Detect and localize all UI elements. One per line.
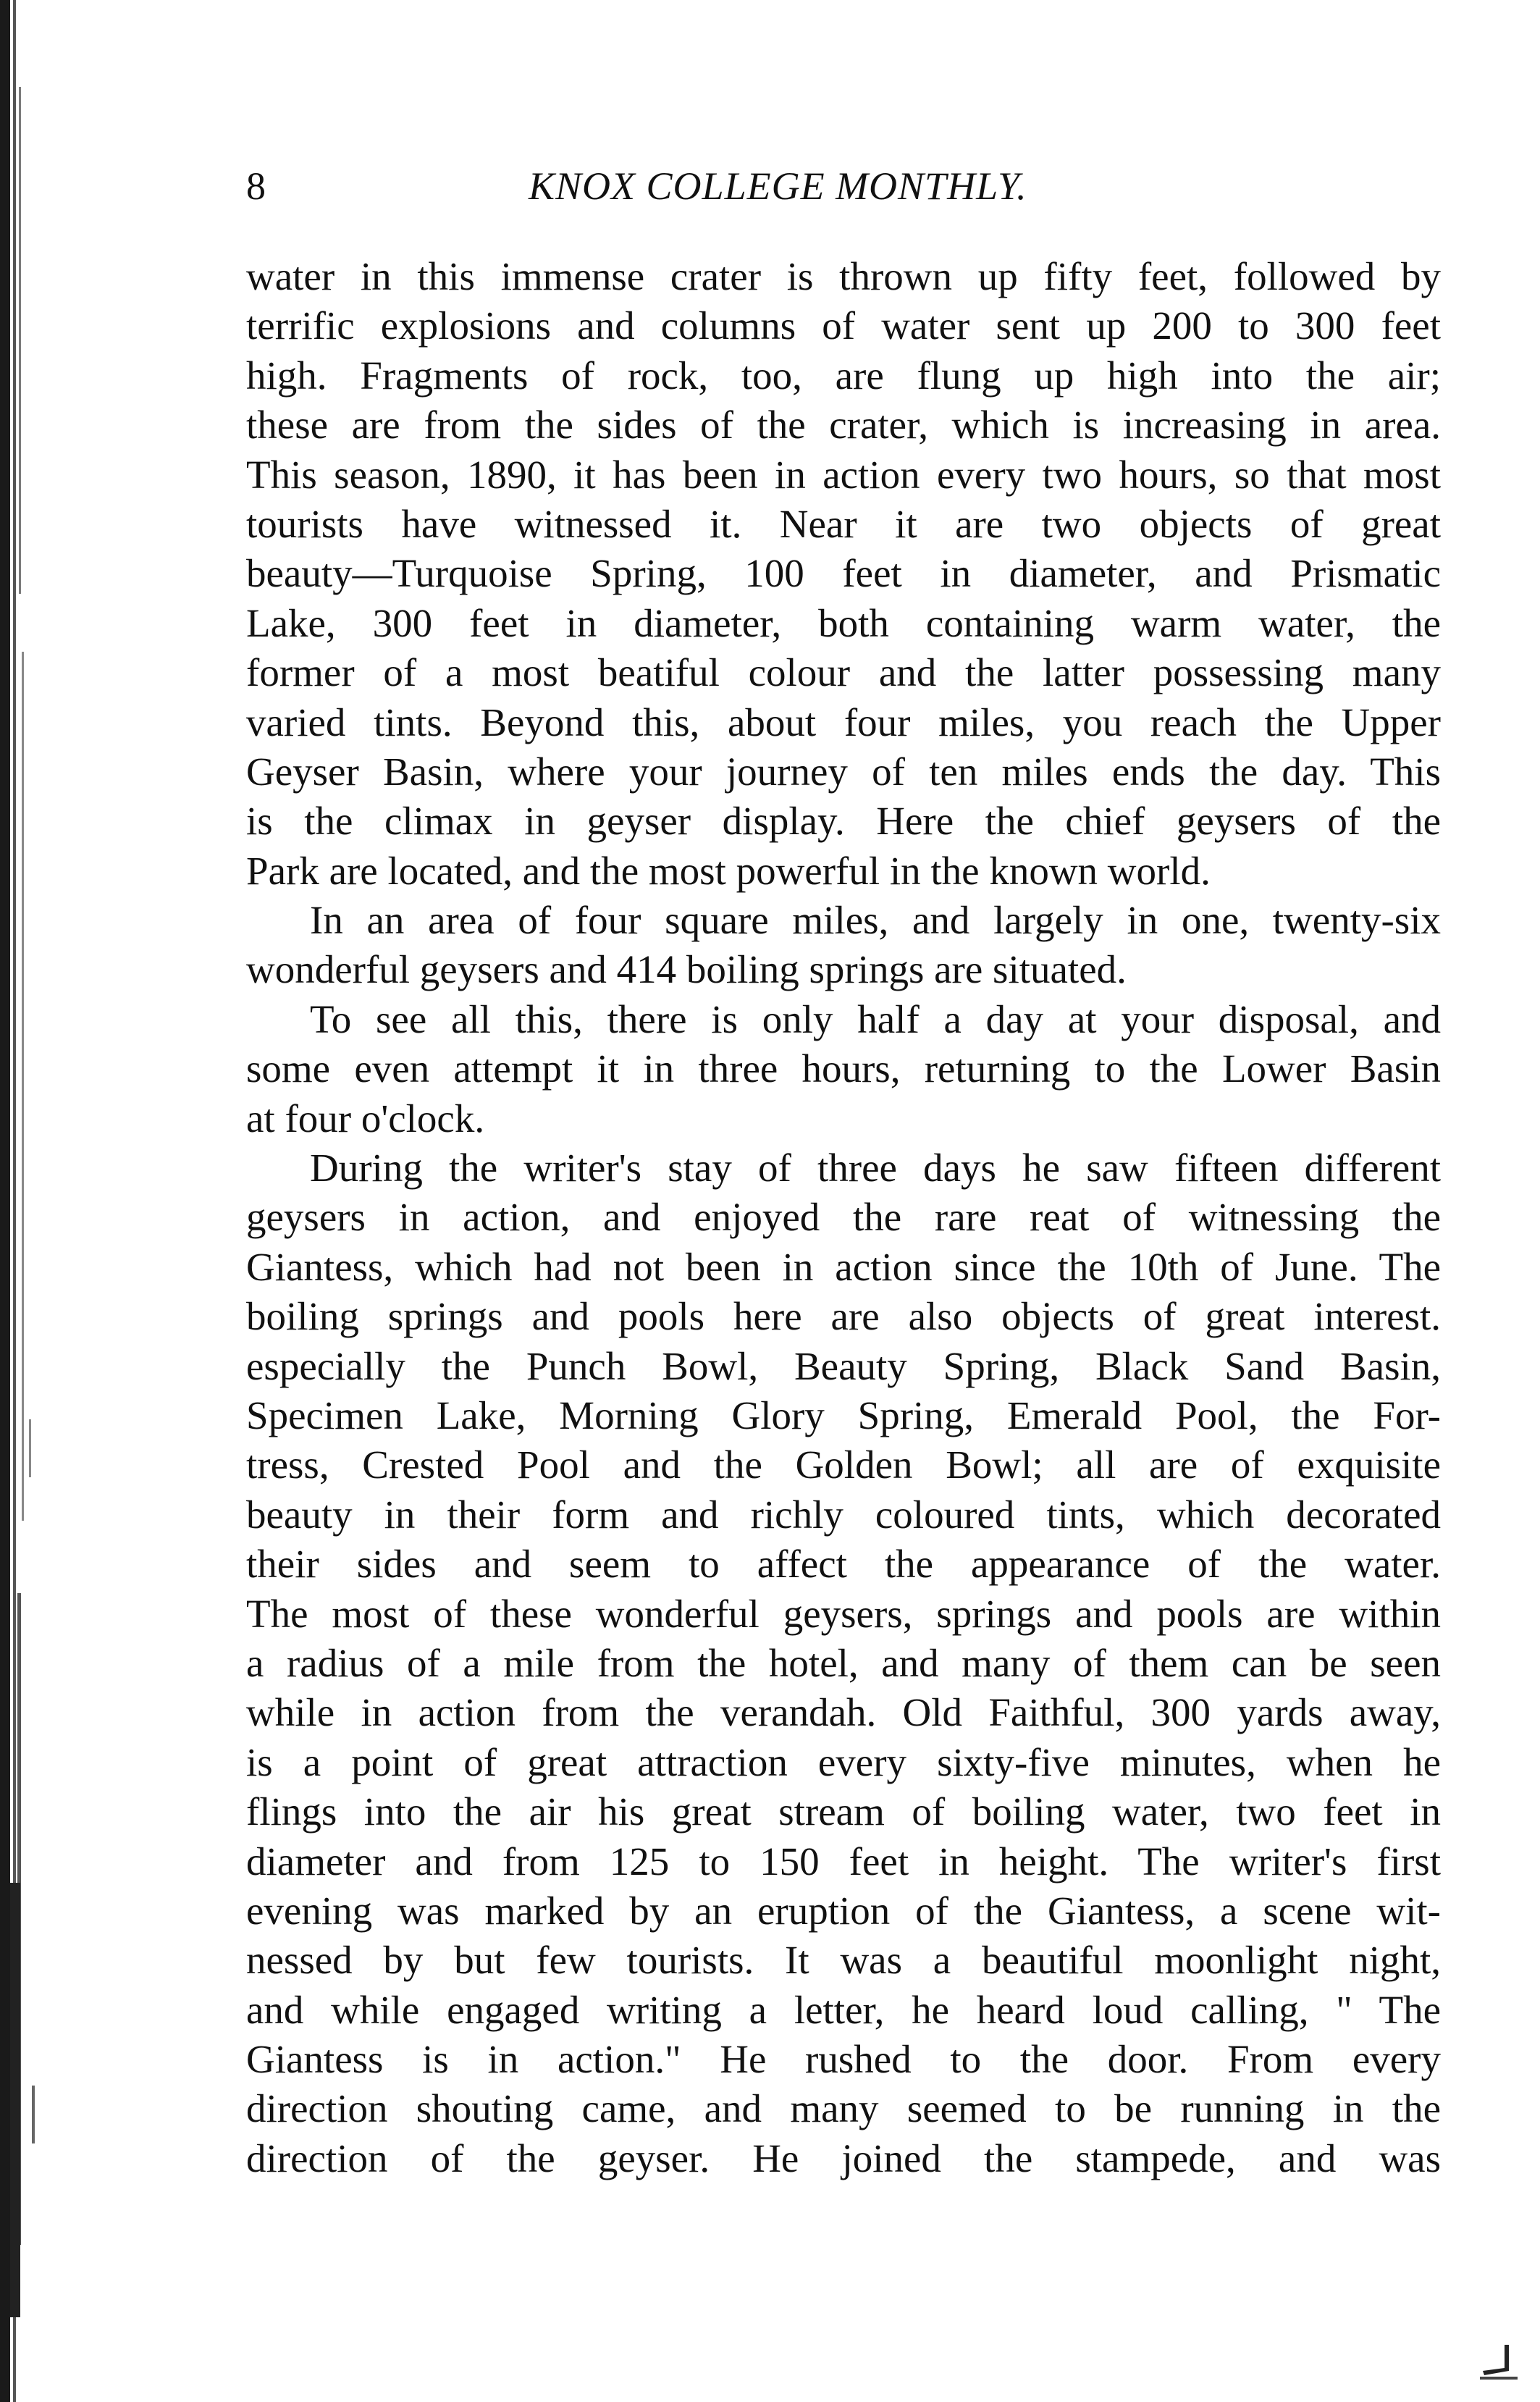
text-line: To see all this, there is only half a day at your disposal, and [310, 996, 1441, 1041]
body-text [246, 252, 1441, 2183]
text-line: terrific explosions and columns of water sent up 200 to 300 feet [246, 303, 1441, 348]
text-line: high. Fragments of rock, too, are flung up high into the air; [246, 353, 1441, 398]
text-line: and while engaged writing a letter, he heard loud calling, " The [246, 1987, 1441, 2032]
text-line: diameter and from 125 to 150 feet in height. The writer's first [246, 1839, 1441, 1884]
text-line: Specimen Lake, Morning Glory Spring, Emerald Pool, the For- [246, 1393, 1441, 1437]
text-line: Geyser Basin, where your journey of ten miles ends the day. This [246, 749, 1441, 794]
text-line: tress, Crested Pool and the Golden Bowl; all are of exquisite [246, 1443, 1441, 1487]
text-line: evening was marked by an eruption of the Giantess, a scene wit- [246, 1888, 1441, 1933]
text-line: beauty in their form and richly coloured tints, which decorated [246, 1492, 1441, 1537]
text-line: In an area of four square miles, and largely in one, twenty-six [310, 898, 1441, 943]
text-line: This season, 1890, it has been in action every two hours, so that most [246, 452, 1441, 497]
text-line: is the climax in geyser display. Here the chief geysers of the [246, 799, 1441, 844]
text-line: Giantess, which had not been in action since the 10th of June. The [246, 1244, 1441, 1289]
text-line: some even attempt it in three hours, returning to the Lower Basin [246, 1046, 1441, 1091]
text-line: nessed by but few tourists. It was a beautiful moonlight night, [246, 1938, 1441, 1983]
text-line: these are from the sides of the crater, which is increasing in area. [246, 403, 1441, 448]
text-line: geysers in action, and enjoyed the rare reat of witnessing the [246, 1195, 1441, 1240]
text-line: flings into the air his great stream of boiling water, two feet in [246, 1789, 1441, 1834]
text-line: The most of these wonderful geysers, springs and pools are within [246, 1591, 1441, 1636]
text-line: their sides and seem to affect the appearance of the water. [246, 1542, 1441, 1587]
text-line: former of a most beatiful colour and the latter possessing many [246, 650, 1441, 695]
text-line: Lake, 300 feet in diameter, both containing warm water, the [246, 600, 1441, 645]
text-line: while in action from the verandah. Old Faithful, 300 yards away, [246, 1690, 1441, 1735]
text-line: beauty—Turquoise Spring, 100 feet in diameter, and Prismatic [246, 551, 1441, 596]
text-line: varied tints. Beyond this, about four miles, you reach the Upper [246, 700, 1441, 744]
text-line: especially the Punch Bowl, Beauty Spring, Black Sand Basin, [246, 1343, 1441, 1388]
page-header [246, 161, 1441, 211]
text-line: is a point of great attraction every sixty-five minutes, when he [246, 1739, 1441, 1784]
text-line: Giantess is in action." He rushed to the door. From every [246, 2037, 1441, 2082]
running-title: KNOX COLLEGE MONTHLY. [529, 164, 1027, 208]
text-line: direction shouting came, and many seemed to be running in the [246, 2086, 1441, 2131]
text-line: During the writer's stay of three days he saw fifteen different [310, 1146, 1441, 1190]
text-line: boiling springs and pools here are also objects of great interest. [246, 1294, 1441, 1339]
page-number: 8 [246, 164, 266, 208]
text-line: wonderful geysers and 414 boiling springs are situated. [246, 947, 1127, 992]
ink-blot-mark [1477, 2339, 1520, 2382]
text-line: a radius of a mile from the hotel, and many of them can be seen [246, 1640, 1441, 1685]
text-line: direction of the geyser. He joined the stampede, and was [246, 2136, 1441, 2180]
binding-edge [0, 0, 58, 2402]
text-line: water in this immense crater is thrown up fifty feet, followed by [246, 254, 1441, 298]
text-line: tourists have witnessed it. Near it are two objects of great [246, 501, 1441, 546]
text-line: Park are located, and the most powerful in the known world. [246, 848, 1211, 893]
text-line: at four o'clock. [246, 1096, 485, 1141]
